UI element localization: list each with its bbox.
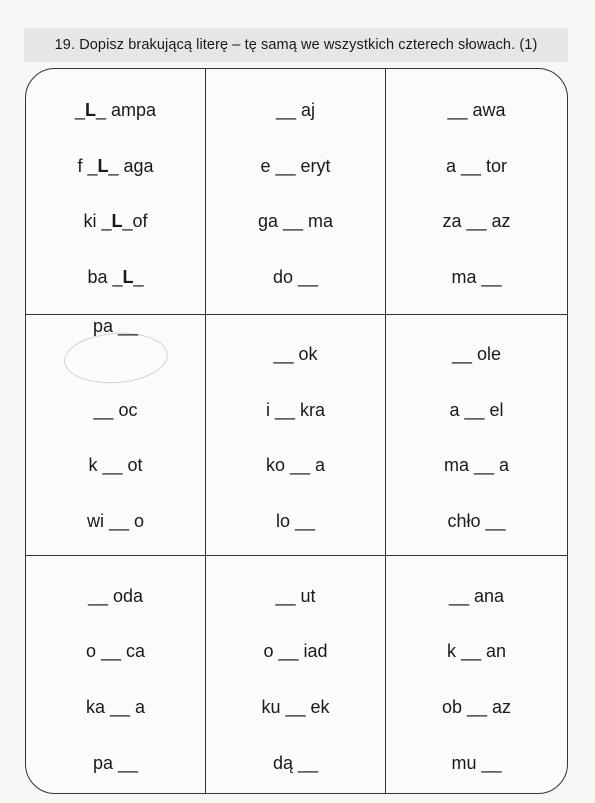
gap-word[interactable]: pa __ [92,316,139,336]
gap-word[interactable]: o __ iad [263,641,328,661]
gap-word[interactable]: ko __ a [265,455,326,475]
gap-word[interactable]: mu __ [451,753,502,773]
gap-word[interactable]: __ ut [275,586,316,606]
filled-letter: L [111,211,123,231]
gap-word[interactable]: __ oda [87,586,144,606]
word-cell [26,315,206,556]
gap-word[interactable]: __ oc [93,400,138,420]
gap-word[interactable]: dą __ [272,753,319,773]
gap-word[interactable]: __ aj [275,100,316,120]
gap-word[interactable]: __ awa [447,100,506,120]
gap-word[interactable]: a __ el [449,400,504,420]
pencil-oval-mark [62,329,169,386]
gap-word[interactable]: k __ an [446,641,507,661]
gap-word[interactable]: za __ az [442,211,511,231]
filled-word: f _L_ aga [77,156,154,176]
filled-letter: L [122,267,134,287]
gap-word[interactable]: __ ole [451,344,502,364]
word-cell [206,556,386,793]
filled-word: ba _L_ [87,267,144,287]
word-cell [26,69,206,315]
exercise-title: 19. Dopisz brakującą literę – tę samą we wszystkich czterech słowach. (1) [54,37,538,53]
filled-letter: L [97,156,109,176]
word-cell [206,69,386,315]
gap-word[interactable]: a __ tor [445,156,508,176]
gap-word[interactable]: ga __ ma [257,211,334,231]
gap-word[interactable]: i __ kra [265,400,326,420]
word-cell [386,69,567,315]
gap-word[interactable]: chło __ [447,511,506,531]
gap-word[interactable]: ma __ a [443,455,510,475]
gap-word[interactable]: ku __ ek [261,697,330,717]
word-cell [26,556,206,793]
word-grid [25,68,568,794]
gap-word[interactable]: e __ eryt [260,156,331,176]
gap-word[interactable]: lo __ [275,511,316,531]
filled-letter: L [84,100,96,120]
gap-word[interactable]: wi __ o [86,511,145,531]
filled-word: ki _L_of [83,211,148,231]
gap-word[interactable]: ob __ az [441,697,512,717]
gap-word[interactable]: pa __ [92,753,139,773]
gap-word[interactable]: do __ [272,267,319,287]
gap-word[interactable]: __ ana [448,586,505,606]
gap-word[interactable]: __ ok [273,344,318,364]
gap-word[interactable]: k __ ot [88,455,143,475]
word-cell [206,315,386,556]
gap-word[interactable]: ma __ [451,267,502,287]
gap-word[interactable]: o __ ca [85,641,146,661]
filled-word: _L_ ampa [74,100,157,120]
word-cell [386,315,567,556]
gap-word[interactable]: ka __ a [85,697,146,717]
word-cell [386,556,567,793]
exercise-instruction [24,28,568,62]
